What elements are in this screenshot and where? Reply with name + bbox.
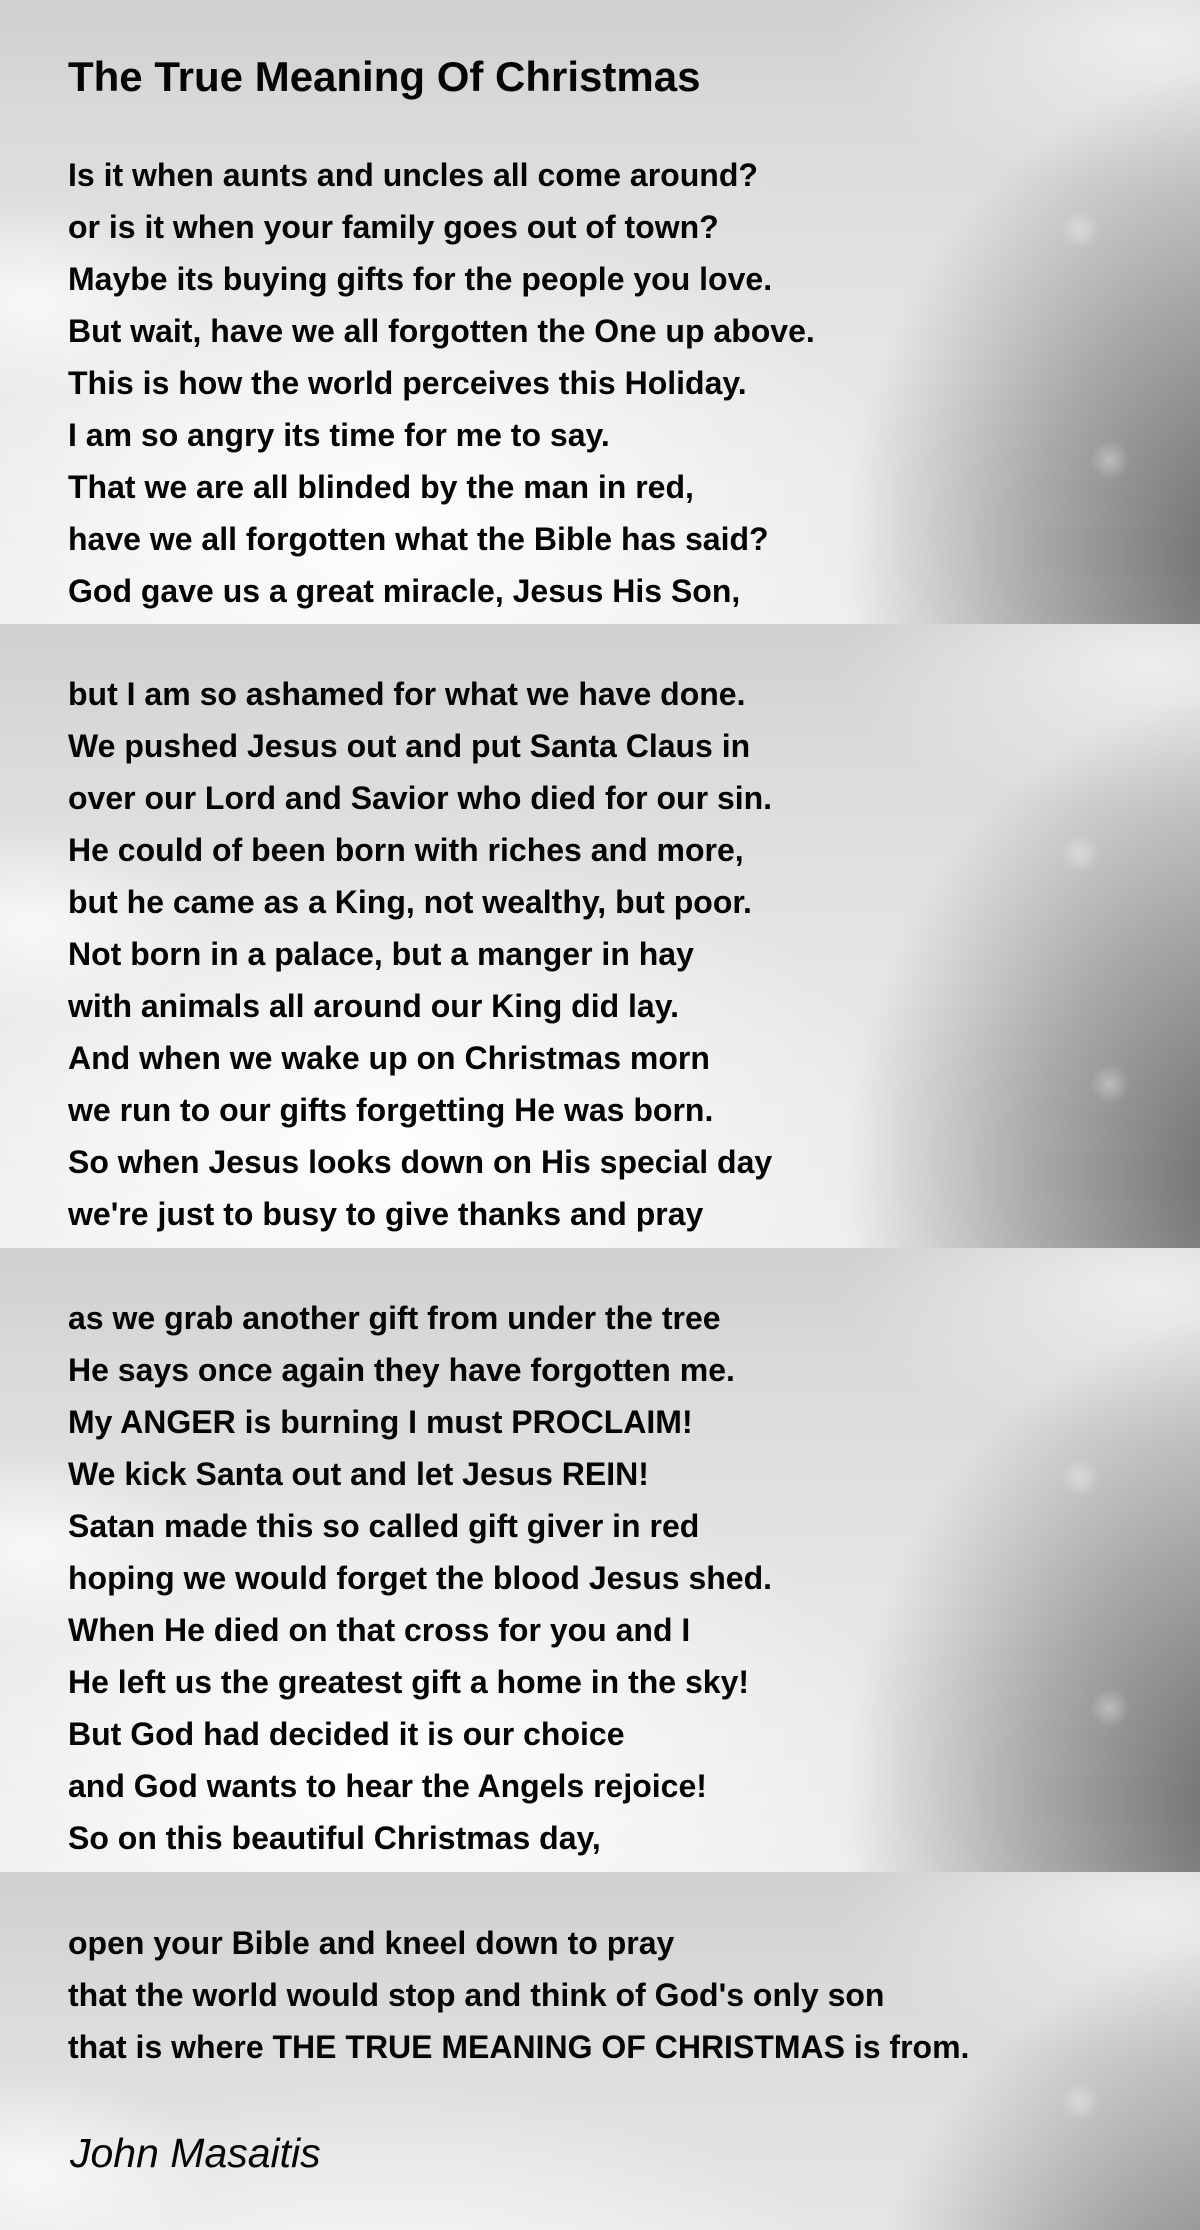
poem-line: open your Bible and kneel down to pray xyxy=(68,1925,675,1961)
poem-line: We kick Santa out and let Jesus REIN! xyxy=(68,1456,649,1492)
poem-line: So when Jesus looks down on His special day xyxy=(68,1144,773,1180)
bokeh-sparkle xyxy=(1060,210,1100,250)
poem-line: or is it when your family goes out of town? xyxy=(68,209,719,245)
poem-line: So on this beautiful Christmas day, xyxy=(68,1820,601,1856)
poem-line: we're just to busy to give thanks and pray xyxy=(68,1196,704,1232)
poem-title: The True Meaning Of Christmas xyxy=(68,53,701,100)
poem-line: hoping we would forget the blood Jesus shed. xyxy=(68,1560,773,1596)
poem-line: have we all forgotten what the Bible has said? xyxy=(68,521,769,557)
poem-line: He left us the greatest gift a home in the sky! xyxy=(68,1664,750,1700)
poem-line: But wait, have we all forgotten the One up above. xyxy=(68,313,815,349)
bokeh-sparkle xyxy=(1060,1458,1100,1498)
bokeh-sparkle xyxy=(1060,2082,1100,2122)
bokeh-sparkle xyxy=(1090,1688,1130,1728)
poem-panel-3 xyxy=(0,1248,1200,1872)
poem-line: that the world would stop and think of God's only son xyxy=(68,1977,885,2013)
poem-panel-1 xyxy=(0,0,1200,624)
poem-line: My ANGER is burning I must PROCLAIM! xyxy=(68,1404,693,1440)
poem-line: but I am so ashamed for what we have done. xyxy=(68,676,746,712)
poem-line: but he came as a King, not wealthy, but poor. xyxy=(68,884,752,920)
poem-line: with animals all around our King did lay. xyxy=(68,988,680,1024)
stanza-4 xyxy=(68,1917,969,2073)
poem-line: He could of been born with riches and more, xyxy=(68,832,744,868)
poem-line: I am so angry its time for me to say. xyxy=(68,417,610,453)
poem-line: that is where THE TRUE MEANING OF CHRISTMAS is from. xyxy=(68,2029,970,2065)
stanza-1 xyxy=(68,149,815,617)
poem-line: we run to our gifts forgetting He was born. xyxy=(68,1092,714,1128)
poem-line: Not born in a palace, but a manger in hay xyxy=(68,936,694,972)
poem-panel-4 xyxy=(0,1872,1200,2230)
poem-line: Is it when aunts and uncles all come around? xyxy=(68,157,758,193)
stanza-3 xyxy=(68,1292,772,1864)
bokeh-sparkle xyxy=(1090,440,1130,480)
poem-panel-2 xyxy=(0,624,1200,1248)
poem-line: But God had decided it is our choice xyxy=(68,1716,625,1752)
poem-line: as we grab another gift from under the tree xyxy=(68,1300,721,1336)
poem-line: and God wants to hear the Angels rejoice! xyxy=(68,1768,707,1804)
poem-line: And when we wake up on Christmas morn xyxy=(68,1040,710,1076)
poem-line: He says once again they have forgotten me. xyxy=(68,1352,735,1388)
poem-line: Satan made this so called gift giver in red xyxy=(68,1508,700,1544)
bokeh-sparkle xyxy=(1090,1064,1130,1104)
poem-line: over our Lord and Savior who died for our sin. xyxy=(68,780,773,816)
poem-line: When He died on that cross for you and I xyxy=(68,1612,691,1648)
bokeh-sparkle xyxy=(1060,834,1100,874)
poem-line: We pushed Jesus out and put Santa Claus in xyxy=(68,728,751,764)
stanza-2 xyxy=(68,668,772,1240)
poem-line: Maybe its buying gifts for the people you love. xyxy=(68,261,773,297)
poem-line: God gave us a great miracle, Jesus His Son, xyxy=(68,573,741,609)
poem-line: This is how the world perceives this Holiday. xyxy=(68,365,747,401)
poem-author: John Masaitis xyxy=(70,2130,321,2176)
poem-line: That we are all blinded by the man in red, xyxy=(68,469,694,505)
